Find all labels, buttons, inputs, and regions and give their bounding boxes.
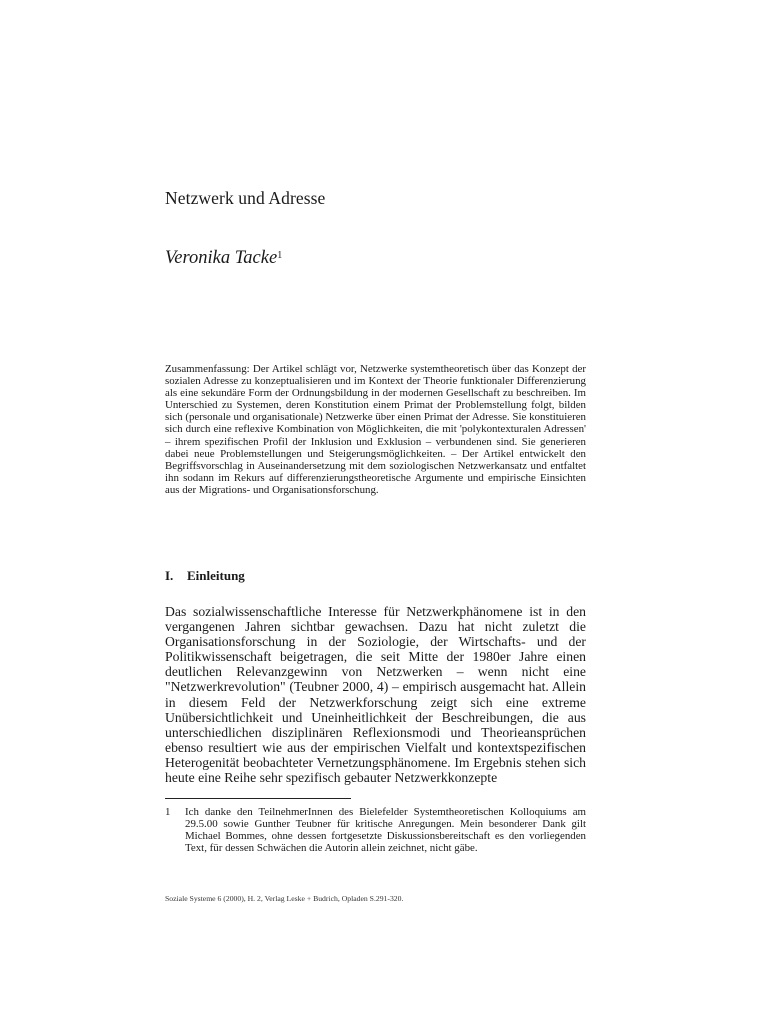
abstract: Zusammenfassung: Der Artikel schlägt vor, Netzwerke systemtheoretisch über das Konzept der sozialen Adresse zu konzeptualisieren und im Kontext der Theorie funktionaler Differenzierung als eine sekundäre Form der Ordnungsbildung in der modernen Gesellschaft zu beschreiben. Im Unterschied zu Systemen, deren Konstitution einem Primat der Problemstellung folgt, bilden sich (personale und organisationale) Netzwerke über einen Primat der Adresse. Sie konstituieren sich durch eine reflexive Kombination von Möglichkeiten, die mit 'polykontexturalen Adressen' – ihrem spezifischen Profil der Inklusion und Exklusion – verbundenen sind. Sie generieren dabei neue Problemstellungen und Steigerungsmöglichkeiten. – Der Artikel entwickelt den Begriffsvorschlag in Auseinandersetzung mit dem soziologischen Netzwerkansatz und entfaltet ihn sodann im Rekurs auf differenzierungstheoretische Argumente und empirische Einsichten aus der Migrations- und Organisationsforschung. xyxy=(165,363,586,496)
footnote-text: Ich danke den TeilnehmerInnen des Bielefelder Systemtheoretischen Kolloquiums am 29.5.00 sowie Gunther Teubner für kritische Anregungen. Mein besonderer Dank gilt Michael Bommes, ohne dessen fortgesetzte Diskussionsbereitschaft es den vorliegenden Text, für dessen Schwächen die Autorin allein zeichnet, nicht gäbe. xyxy=(185,806,586,855)
section-heading xyxy=(165,568,245,584)
article-title: Netzwerk und Adresse xyxy=(165,188,326,208)
footnote-divider xyxy=(165,798,351,799)
journal-citation-footer: Soziale Systeme 6 (2000), H. 2, Verlag Leske + Budrich, Opladen S.291-320. xyxy=(165,894,404,903)
footnote xyxy=(165,806,586,854)
author-name-text: Veronika Tacke xyxy=(165,248,278,268)
section-title: Einleitung xyxy=(187,568,245,583)
footnote-number: 1 xyxy=(165,806,171,818)
section-body-text: Das sozialwissenschaftliche Interesse für Netzwerkphänomene ist in den vergangenen Jahren sichtbar gewachsen. Dazu hat nicht zuletzt die Organisationsforschung in der Soziologie, der Wirtschafts- und der Politikwissenschaft beigetragen, die seit Mitte der 1980er Jahre einen deutlichen Relevanzgewinn von Netzwerken – wenn nicht eine "Netzwerkrevolution" (Teubner 2000, 4) – empirisch ausgemacht hat. Allein in diesem Feld der Netzwerkforschung zeigt sich eine extreme Unübersichtlichkeit und Uneinheitlichkeit der Beschreibungen, die aus unterschiedlichen disziplinären Reflexionsmodi und Theorieansprüchen ebenso resultiert wie aus der empirischen Vielfalt und kontextspezifischen Heterogenität beobachteter Vernetzungsphänomene. Im Ergebnis stehen sich heute eine Reihe sehr spezifisch gebauter Netzwerkkonzepte xyxy=(165,604,586,786)
author-footnote-marker[interactable]: 1 xyxy=(277,250,283,261)
section-number: I. xyxy=(165,568,174,583)
author-name xyxy=(165,248,282,269)
